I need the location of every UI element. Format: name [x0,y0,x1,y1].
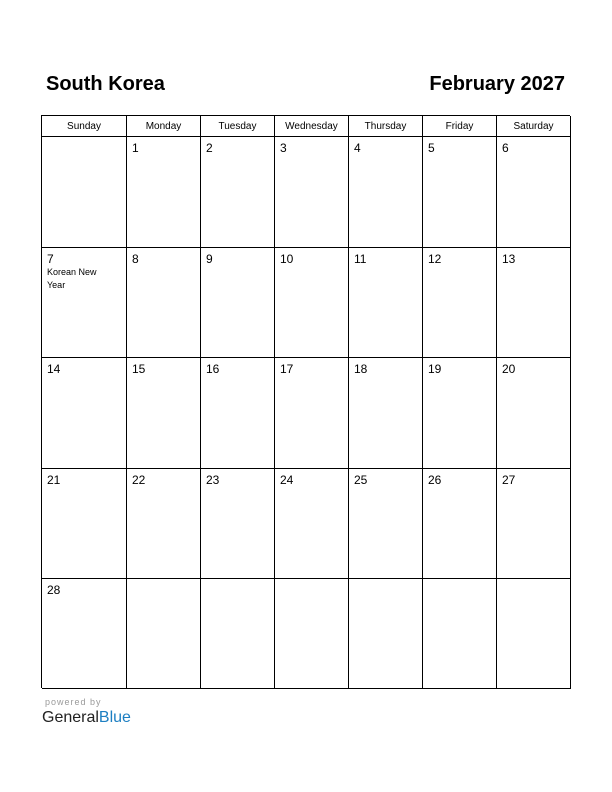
day-number: 23 [206,473,220,487]
calendar-grid [41,115,570,688]
country-title: South Korea [46,73,165,95]
day-number: 26 [428,473,442,487]
day-cell [201,137,275,248]
day-cell [349,469,423,579]
day-number: 20 [502,362,516,376]
day-cell [127,358,201,469]
day-cell [42,579,127,689]
generalblue-logo[interactable] [42,708,131,728]
day-number: 9 [206,252,213,266]
day-cell [497,469,571,579]
day-number: 14 [47,362,61,376]
day-cell [423,358,497,469]
day-number: 28 [47,583,61,597]
day-number: 11 [354,252,367,266]
day-cell [349,248,423,358]
day-cell [201,469,275,579]
day-number: 17 [280,362,294,376]
day-number: 1 [132,141,139,155]
day-number: 12 [428,252,442,266]
day-cell [127,469,201,579]
weekday-header-friday: Friday [423,116,497,137]
day-cell [497,137,571,248]
day-number: 25 [354,473,368,487]
day-number: 16 [206,362,220,376]
day-cell [127,137,201,248]
day-cell [275,358,349,469]
day-number: 3 [280,141,287,155]
brand-general-text: General [42,709,99,726]
day-cell [201,358,275,469]
day-cell [423,469,497,579]
day-cell [42,137,127,248]
day-number: 5 [428,141,435,155]
month-title: February 2027 [429,73,565,95]
day-cell [42,248,127,358]
day-number: 13 [502,252,516,266]
day-number: 19 [428,362,442,376]
day-number: 21 [47,473,61,487]
weekday-header-wednesday: Wednesday [275,116,349,137]
day-cell [42,469,127,579]
day-number: 10 [280,252,294,266]
day-cell [275,137,349,248]
day-cell [423,137,497,248]
day-cell [275,469,349,579]
weekday-header-tuesday: Tuesday [201,116,275,137]
day-number: 8 [132,252,139,266]
day-number: 6 [502,141,509,155]
weekday-header-monday: Monday [127,116,201,137]
weekday-header-saturday: Saturday [497,116,571,137]
day-cell [349,358,423,469]
day-cell [127,248,201,358]
day-cell [127,579,201,689]
day-number: 24 [280,473,294,487]
powered-by-label: powered by [45,697,102,707]
day-cell [423,579,497,689]
day-cell [201,579,275,689]
day-cell [497,579,571,689]
holiday-label: Korean New Year [47,267,97,290]
day-number: 2 [206,141,213,155]
day-number: 15 [132,362,146,376]
day-number: 4 [354,141,361,155]
day-number: 18 [354,362,368,376]
day-number: 22 [132,473,146,487]
day-cell [201,248,275,358]
day-cell [423,248,497,358]
weekday-header-sunday: Sunday [42,116,127,137]
day-cell [275,579,349,689]
day-number: 7 [47,252,54,266]
day-cell [497,358,571,469]
day-cell [275,248,349,358]
day-cell [349,137,423,248]
brand-blue-text: Blue [98,709,131,726]
day-cell [349,579,423,689]
day-cell [42,358,127,469]
weekday-header-thursday: Thursday [349,116,423,137]
day-cell [497,248,571,358]
day-number: 27 [502,473,516,487]
